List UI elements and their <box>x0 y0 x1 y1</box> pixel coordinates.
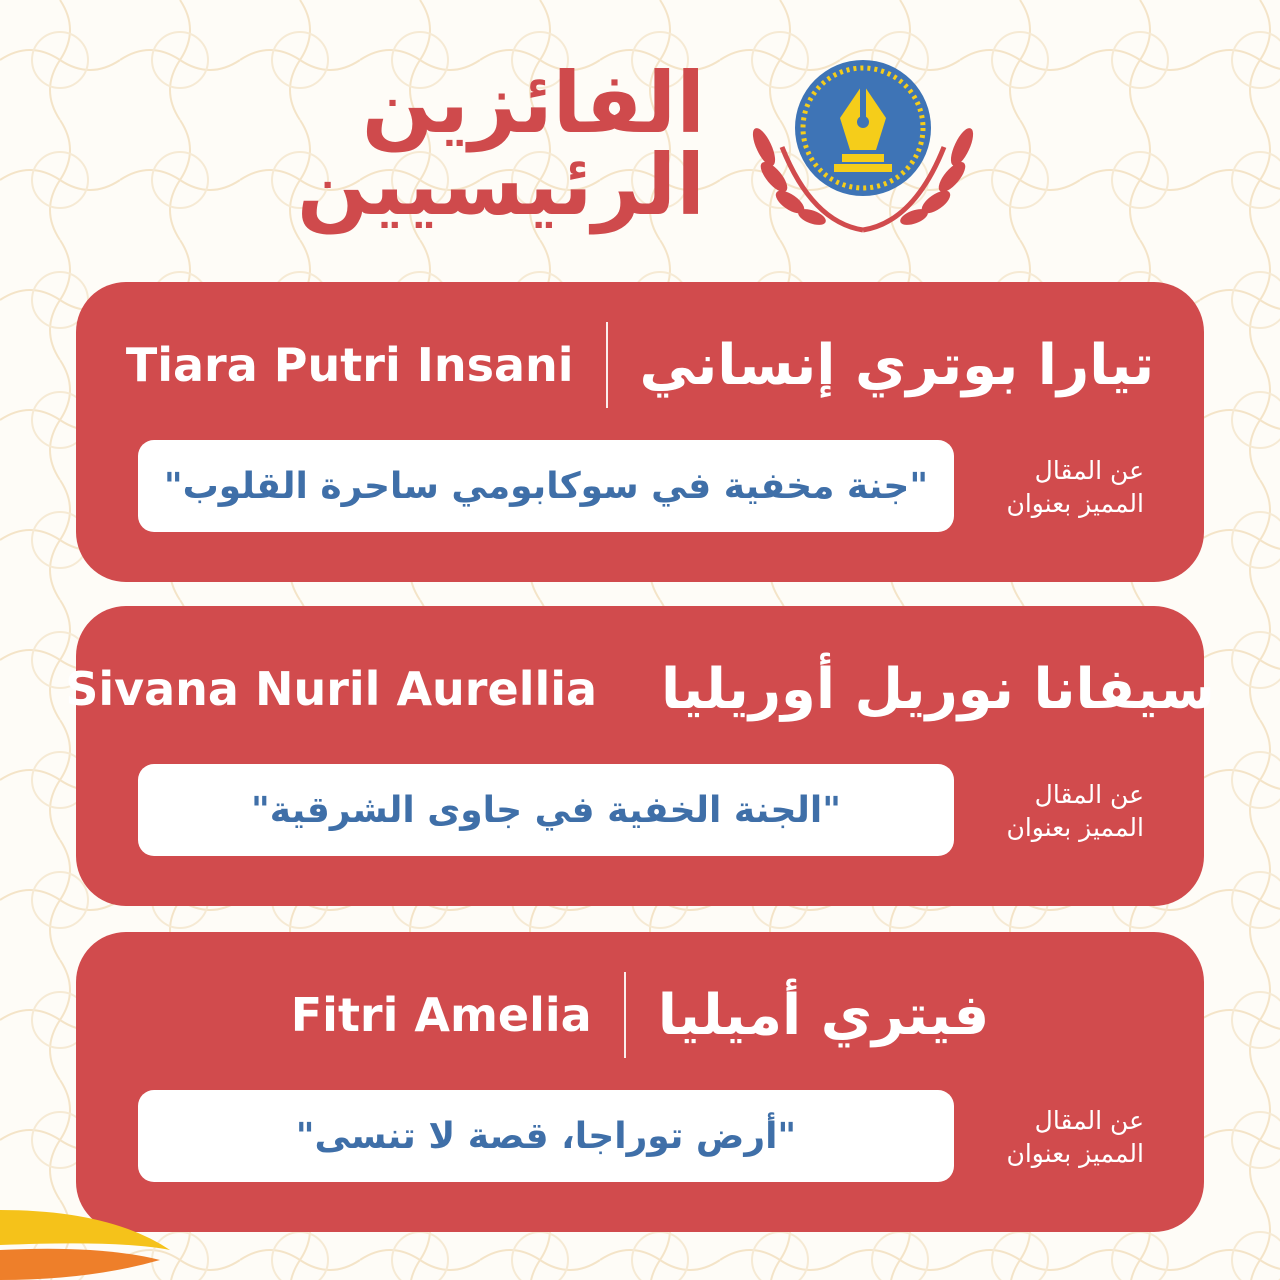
article-title-box <box>138 1090 954 1182</box>
article-label-line-1: عن المقال <box>1034 780 1144 809</box>
article-title: "أرض توراجا، قصة لا تنسى" <box>295 1115 797 1157</box>
name-divider <box>624 972 626 1058</box>
article-label-line-2: المميز بعنوان <box>1006 489 1144 518</box>
winner-name-en: Sivana Nuril Aurellia <box>65 662 598 716</box>
article-label-line-1: عن المقال <box>1034 456 1144 485</box>
name-divider <box>606 322 608 408</box>
decorative-swoosh <box>0 1190 200 1280</box>
winner-name-ar: سيفانا نوريل أوريليا <box>661 656 1215 722</box>
article-title-box <box>138 440 954 532</box>
article-label <box>954 454 1144 520</box>
article-label-line-1: عن المقال <box>1034 1106 1144 1135</box>
winner-card <box>76 932 1204 1232</box>
title-line-1: الفائزين <box>361 54 705 152</box>
page-title <box>185 54 705 234</box>
article-label-line-2: المميز بعنوان <box>1006 813 1144 842</box>
winner-name-ar: تيارا بوتري إنساني <box>639 332 1155 398</box>
winner-card <box>65 606 1215 906</box>
header <box>0 0 1280 270</box>
article-label-line-2: المميز بعنوان <box>1006 1139 1144 1168</box>
winner-name-en: Tiara Putri Insani <box>125 338 574 392</box>
article-title: "الجنة الخفية في جاوى الشرقية" <box>250 789 842 831</box>
article-title: "جنة مخفية في سوكابومي ساحرة القلوب" <box>163 465 929 507</box>
article-title-box <box>138 764 954 856</box>
article-label <box>954 1104 1144 1170</box>
winner-name-row <box>76 320 1204 410</box>
winner-name-ar: فيتري أميليا <box>657 982 990 1048</box>
pen-nib-emblem-icon <box>752 52 974 237</box>
winner-name-row <box>65 644 1215 734</box>
winner-name-en: Fitri Amelia <box>290 988 592 1042</box>
winner-card <box>76 282 1204 582</box>
article-label <box>954 778 1144 844</box>
title-line-2: الرئيسيين <box>296 136 705 234</box>
winner-name-row <box>76 970 1204 1060</box>
